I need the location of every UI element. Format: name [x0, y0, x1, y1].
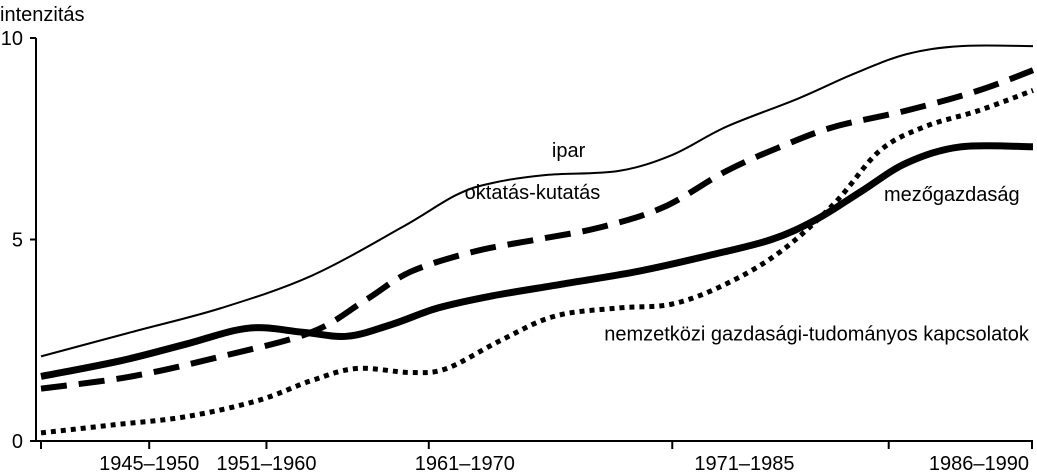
y-tick-label: 5	[11, 229, 23, 252]
series-label: oktatás-kutatás	[464, 182, 601, 205]
x-tick-label: 1961–1970	[414, 453, 515, 473]
y-axis-title: intenzitás	[0, 4, 85, 26]
series-label: mezőgazdaság	[884, 184, 1020, 207]
series-label: nemzetközi gazdasági-tudományos kapcsolatok	[604, 323, 1029, 346]
x-tick-label: 1951–1960	[216, 453, 317, 473]
series-label: ipar	[551, 139, 586, 162]
x-tick-label: 1986–1990	[928, 453, 1029, 473]
y-tick-label: 10	[0, 28, 23, 50]
series-lines	[41, 45, 1033, 432]
axis-ticks	[1, 28, 1032, 473]
series-labels	[465, 140, 1030, 345]
x-tick-label: 1971–1985	[694, 453, 795, 473]
y-tick-label: 0	[11, 431, 23, 453]
series-line-nemzetkozi	[41, 90, 1033, 433]
x-tick-label: 1945–1950	[99, 453, 200, 473]
